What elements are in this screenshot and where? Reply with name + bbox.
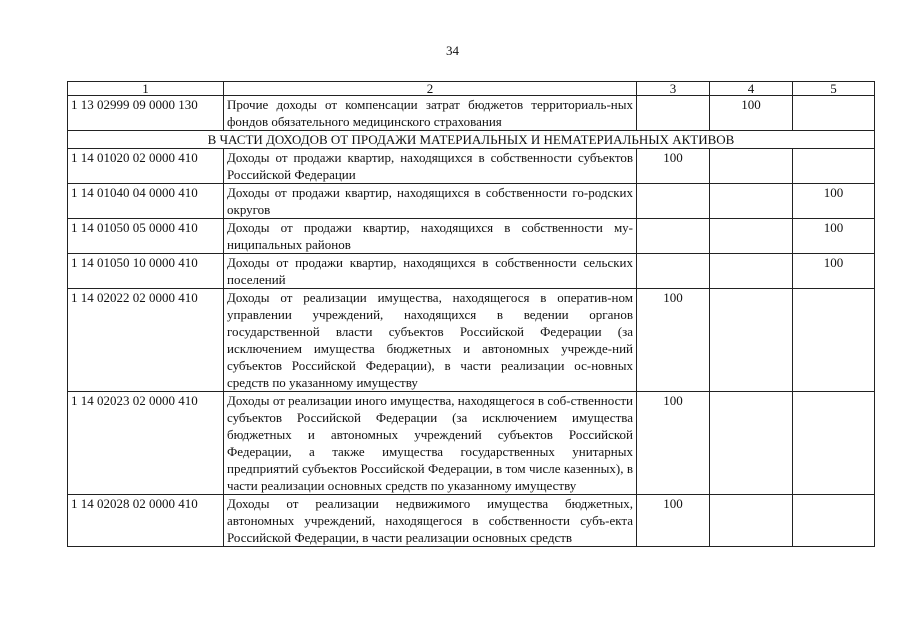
row-description: Прочие доходы от компенсации затрат бюджетов территориаль-ных фондов обязательного медицинского страхования [224,96,637,131]
column-header-4: 4 [710,82,793,96]
table-row [68,254,875,289]
section-heading-row [68,131,875,149]
row-description: Доходы от реализации имущества, находящегося в оператив-ном управлении учреждений, находящихся в ведении органов государственной власти субъектов Российской Федерации (за исключением имущества бюджетных и автономных учрежде-ний субъектов Российской Федерации), в части реализации ос-новных средств по указанному имуществу [224,289,637,392]
row-code: 1 14 02028 02 0000 410 [68,495,224,547]
row-value-col3 [637,96,710,131]
row-code: 1 14 01040 04 0000 410 [68,184,224,219]
row-value-col5 [793,149,875,184]
row-value-col5 [793,96,875,131]
row-description: Доходы от продажи квартир, находящихся в собственности сельских поселений [224,254,637,289]
row-description: Доходы от реализации недвижимого имущества бюджетных, автономных учреждений, находящегося в собственности субъ-екта Российской Федерации, в части реализации основных средств [224,495,637,547]
page-number: 34 [446,43,459,58]
table-row [68,392,875,495]
row-value-col3 [637,254,710,289]
table-row [68,289,875,392]
row-value-col5 [793,392,875,495]
table-row [68,96,875,131]
row-code: 1 13 02999 09 0000 130 [68,96,224,131]
row-value-col4: 100 [710,96,793,131]
row-value-col3: 100 [637,289,710,392]
row-value-col4 [710,254,793,289]
row-code: 1 14 01050 10 0000 410 [68,254,224,289]
column-header-5: 5 [793,82,875,96]
row-value-col4 [710,149,793,184]
table-row [68,219,875,254]
row-code: 1 14 01020 02 0000 410 [68,149,224,184]
row-value-col4 [710,219,793,254]
row-value-col5: 100 [793,184,875,219]
row-description: Доходы от продажи квартир, находящихся в собственности го-родских округов [224,184,637,219]
row-value-col4 [710,184,793,219]
row-code: 1 14 01050 05 0000 410 [68,219,224,254]
row-value-col5: 100 [793,254,875,289]
row-description: Доходы от продажи квартир, находящихся в собственности му-ниципальных районов [224,219,637,254]
row-value-col5 [793,289,875,392]
revenue-classification-table [67,81,875,547]
row-value-col3 [637,184,710,219]
row-description: Доходы от реализации иного имущества, находящегося в соб-ственности субъектов Российской Федерации (за исключением имущества бюджетных и автономных учреждений субъектов Российской Федерации, а также имущества государственных унитарных предприятий субъектов Российской Федерации, в том числе казенных), в части реализации основных средств по указанному имуществу [224,392,637,495]
row-value-col4 [710,495,793,547]
table-row [68,149,875,184]
column-header-3: 3 [637,82,710,96]
row-value-col3 [637,219,710,254]
table-row [68,495,875,547]
table-row [68,184,875,219]
row-value-col3: 100 [637,149,710,184]
row-code: 1 14 02022 02 0000 410 [68,289,224,392]
row-value-col4 [710,392,793,495]
row-value-col5: 100 [793,219,875,254]
column-number-header-row [68,82,875,96]
row-value-col4 [710,289,793,392]
row-description: Доходы от продажи квартир, находящихся в собственности субъектов Российской Федерации [224,149,637,184]
row-value-col3: 100 [637,392,710,495]
row-value-col3: 100 [637,495,710,547]
row-value-col5 [793,495,875,547]
column-header-2: 2 [224,82,637,96]
row-code: 1 14 02023 02 0000 410 [68,392,224,495]
column-header-1: 1 [68,82,224,96]
section-title: В ЧАСТИ ДОХОДОВ ОТ ПРОДАЖИ МАТЕРИАЛЬНЫХ И НЕМАТЕРИАЛЬНЫХ АКТИВОВ [68,131,875,149]
